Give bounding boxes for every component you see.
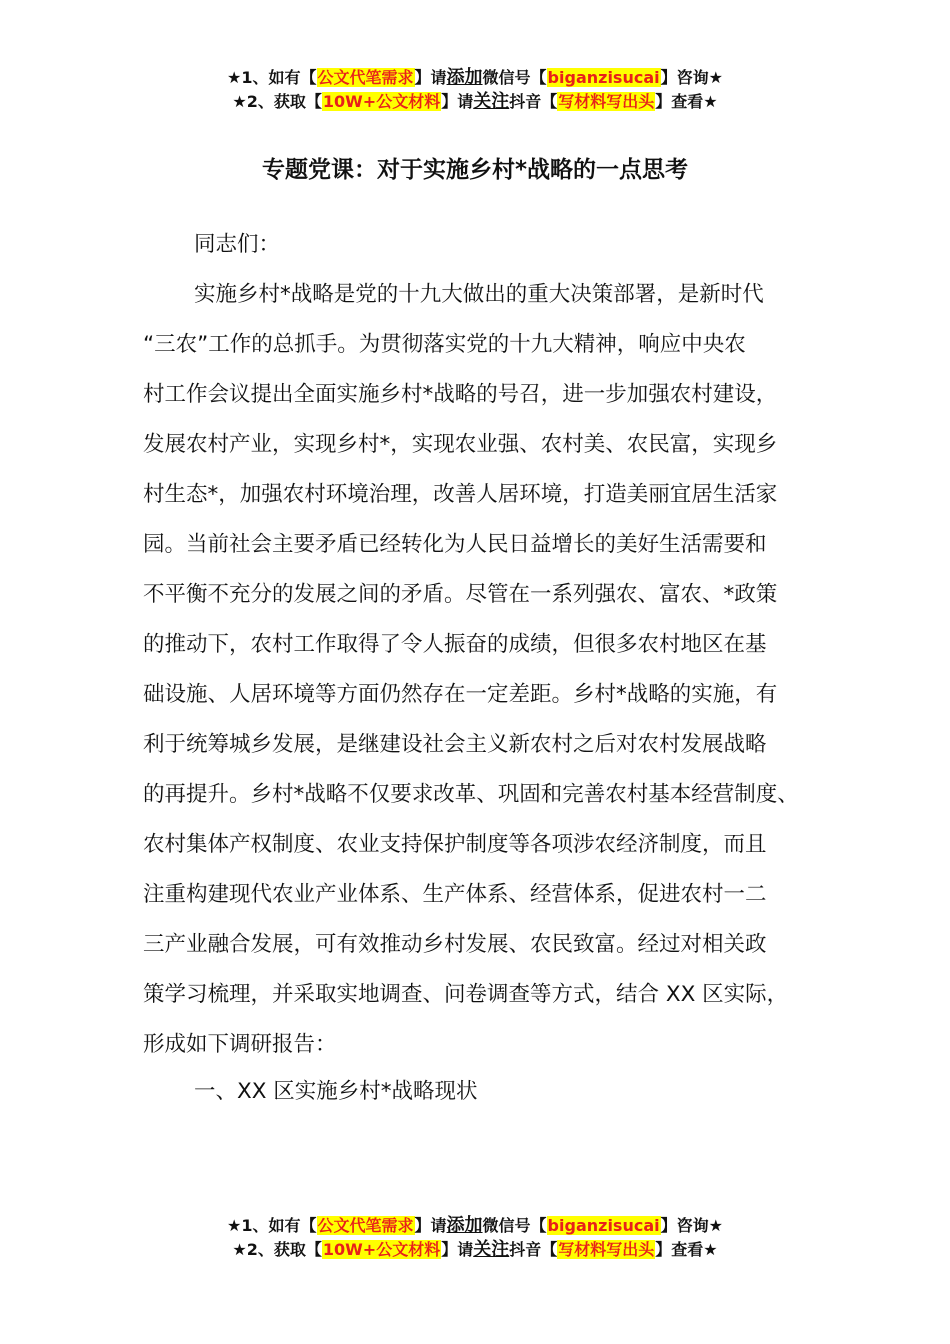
promo-highlight: 10W+公文材料 [322, 92, 441, 111]
promo-highlight: biganzisucai [547, 1216, 660, 1235]
promo-text: 】查看★ [655, 1240, 718, 1259]
promo-text: 】请 [414, 68, 447, 87]
paragraph-line: 不平衡不充分的发展之间的矛盾。尽管在一系列强农、富农、*政策 [143, 582, 778, 607]
promo-line-1 [0, 66, 950, 90]
document-title: 专题党课：对于实施乡村*战略的一点思考 [261, 157, 689, 183]
promo-footer [0, 1214, 950, 1262]
paragraph-line: 村生态*，加强农村环境治理，改善人居环境，打造美丽宜居生活家 [143, 482, 778, 507]
paragraph-line: 策学习梳理，并采取实地调查、问卷调查等方式，结合 XX 区实际， [143, 982, 789, 1007]
promo-underline: 添加 [446, 67, 483, 88]
promo-highlight: 10W+公文材料 [322, 1240, 441, 1259]
paragraph-line: 的推动下，农村工作取得了令人振奋的成绩，但很多农村地区在基 [143, 632, 767, 657]
paragraph-line: 村工作会议提出全面实施乡村*战略的号召，进一步加强农村建设， [143, 382, 778, 407]
paragraph-line: 形成如下调研报告： [143, 1032, 337, 1057]
paragraph-line: 利于统筹城乡发展，是继建设社会主义新农村之后对农村发展战略 [143, 732, 767, 757]
paragraph-line: 三产业融合发展，可有效推动乡村发展、农民致富。经过对相关政 [143, 932, 767, 957]
paragraph-line: 的再提升。乡村*战略不仅要求改革、巩固和完善农村基本经营制度、 [143, 782, 799, 807]
promo-highlight: biganzisucai [547, 68, 660, 87]
promo-line-2 [0, 1238, 950, 1262]
promo-text: 】查看★ [655, 92, 718, 111]
promo-text: 】咨询★ [660, 1216, 723, 1235]
promo-text: 】请 [441, 1240, 474, 1259]
paragraph-line: 注重构建现代农业产业体系、生产体系、经营体系，促进农村一二 [143, 882, 767, 907]
promo-text: ★1、如有【 [227, 1216, 317, 1235]
promo-text: ★1、如有【 [227, 68, 317, 87]
promo-text: 】咨询★ [660, 68, 723, 87]
promo-text: 微信号【 [482, 1216, 547, 1235]
promo-text: 抖音【 [509, 1240, 558, 1259]
promo-underline: 关注 [473, 91, 510, 112]
paragraph-line: 实施乡村*战略是党的十九大做出的重大决策部署，是新时代 [194, 282, 764, 307]
promo-text: 抖音【 [509, 92, 558, 111]
promo-highlight: 公文代笔需求 [317, 68, 414, 87]
promo-highlight: 写材料写出头 [558, 92, 655, 111]
paragraph-line: 园。当前社会主要矛盾已经转化为人民日益增长的美好生活需要和 [143, 532, 767, 557]
promo-text: 】请 [414, 1216, 447, 1235]
promo-underline: 添加 [446, 1215, 483, 1236]
promo-highlight: 写材料写出头 [558, 1240, 655, 1259]
promo-highlight: 公文代笔需求 [317, 1216, 414, 1235]
section-heading: 一、XX 区实施乡村*战略现状 [194, 1079, 478, 1104]
promo-line-2 [0, 90, 950, 114]
promo-line-1 [0, 1214, 950, 1238]
promo-header [0, 66, 950, 114]
paragraph-line: 发展农村产业，实现乡村*，实现农业强、农村美、农民富，实现乡 [143, 432, 778, 457]
paragraph-line: 础设施、人居环境等方面仍然存在一定差距。乡村*战略的实施，有 [143, 682, 778, 707]
promo-text: ★2、获取【 [232, 92, 322, 111]
paragraph-line: “三农”工作的总抓手。为贯彻落实党的十九大精神，响应中央农 [143, 332, 746, 357]
paragraph-line: 农村集体产权制度、农业支持保护制度等各项涉农经济制度，而且 [143, 832, 767, 857]
body-paragraph [143, 270, 815, 1070]
promo-underline: 关注 [473, 1239, 510, 1260]
promo-text: ★2、获取【 [232, 1240, 322, 1259]
greeting: 同志们： [194, 232, 281, 257]
promo-text: 】请 [441, 92, 474, 111]
promo-text: 微信号【 [482, 68, 547, 87]
